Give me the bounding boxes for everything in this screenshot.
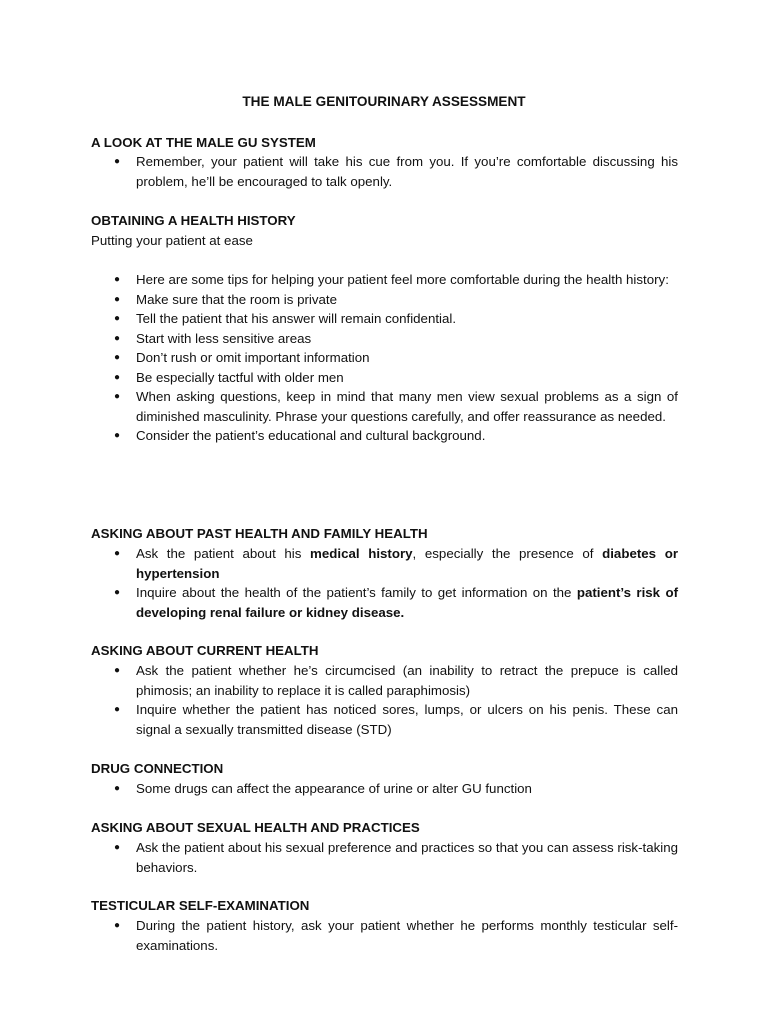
bullet-icon: ● <box>114 274 121 285</box>
section-heading-look: A LOOK AT THE MALE GU SYSTEM <box>91 135 316 150</box>
bullet-icon: ● <box>114 352 121 363</box>
section-heading-history: OBTAINING A HEALTH HISTORY <box>91 213 296 228</box>
bullet-icon: ● <box>114 156 121 167</box>
bullet-icon: ● <box>114 704 121 715</box>
list-item: ● Some drugs can affect the appearance of urine or alter GU function <box>91 779 678 799</box>
bullet-icon: ● <box>114 371 121 383</box>
bullet-icon: ● <box>114 783 121 794</box>
list-item: ● Make sure that the room is private <box>91 290 678 310</box>
section-heading-testicular: TESTICULAR SELF-EXAMINATION <box>91 898 310 913</box>
subheading-at-ease: Putting your patient at ease <box>91 233 253 248</box>
bullet-icon: ● <box>114 430 121 441</box>
section-heading-current: ASKING ABOUT CURRENT HEALTH <box>91 643 319 658</box>
bullet-list-testicular <box>91 916 678 955</box>
bullet-list-look <box>91 152 678 191</box>
list-item: ● Here are some tips for helping your patient feel more comfortable during the health history: <box>91 270 678 290</box>
list-item: ● Ask the patient whether he’s circumcised (an inability to retract the prepuce is called phimosis; an inability to replace it is called paraphimosis) <box>114 663 678 698</box>
bullet-list-history <box>91 270 678 446</box>
list-item: ● Tell the patient that his answer will remain confidential. <box>91 309 678 329</box>
bullet-list-past <box>91 544 678 622</box>
list-item: ● Inquire whether the patient has noticed sores, lumps, or ulcers on his penis. These can signal a sexually transmitted disease (STD) <box>114 702 678 737</box>
bullet-icon: ● <box>114 920 121 931</box>
bullet-list-drug <box>91 779 678 799</box>
bullet-icon: ● <box>114 391 121 402</box>
list-item: ● Be especially tactful with older men <box>91 368 678 388</box>
bullet-icon: ● <box>114 332 121 344</box>
list-item: ● During the patient history, ask your patient whether he performs monthly testicular self-examinations. <box>114 918 678 953</box>
bullet-icon: ● <box>114 665 121 676</box>
bullet-icon: ● <box>114 293 121 305</box>
bullet-icon: ● <box>114 548 121 559</box>
bullet-icon: ● <box>114 313 121 324</box>
section-heading-drug: DRUG CONNECTION <box>91 761 224 776</box>
list-item: ● Inquire about the health of the patient’s family to get information on the patient’s risk of developing renal failure or kidney disease. <box>114 585 678 620</box>
list-item: ● Ask the patient about his sexual preference and practices so that you can assess risk-taking behaviors. <box>114 840 678 875</box>
list-item: ● Don’t rush or omit important information <box>91 348 678 368</box>
bullet-list-current <box>91 661 678 739</box>
bullet-icon: ● <box>114 842 121 853</box>
bullet-list-sexual <box>91 838 678 877</box>
section-heading-past: ASKING ABOUT PAST HEALTH AND FAMILY HEALTH <box>91 526 428 541</box>
bullet-icon: ● <box>114 587 121 598</box>
document-title: THE MALE GENITOURINARY ASSESSMENT <box>242 94 526 109</box>
list-item: ● Remember, your patient will take his cue from you. If you’re comfortable discussing his problem, he’ll be encouraged to talk openly. <box>114 154 678 189</box>
list-item: ● Ask the patient about his medical history, especially the presence of diabetes or hypertension <box>114 546 678 581</box>
list-item: ● Start with less sensitive areas <box>91 329 678 349</box>
list-item: ● Consider the patient’s educational and cultural background. <box>91 426 678 446</box>
section-heading-sexual: ASKING ABOUT SEXUAL HEALTH AND PRACTICES <box>91 820 420 835</box>
list-item: ● When asking questions, keep in mind that many men view sexual problems as a sign of diminished masculinity. Phrase your questions carefully, and offer reassurance as needed. <box>114 389 678 424</box>
